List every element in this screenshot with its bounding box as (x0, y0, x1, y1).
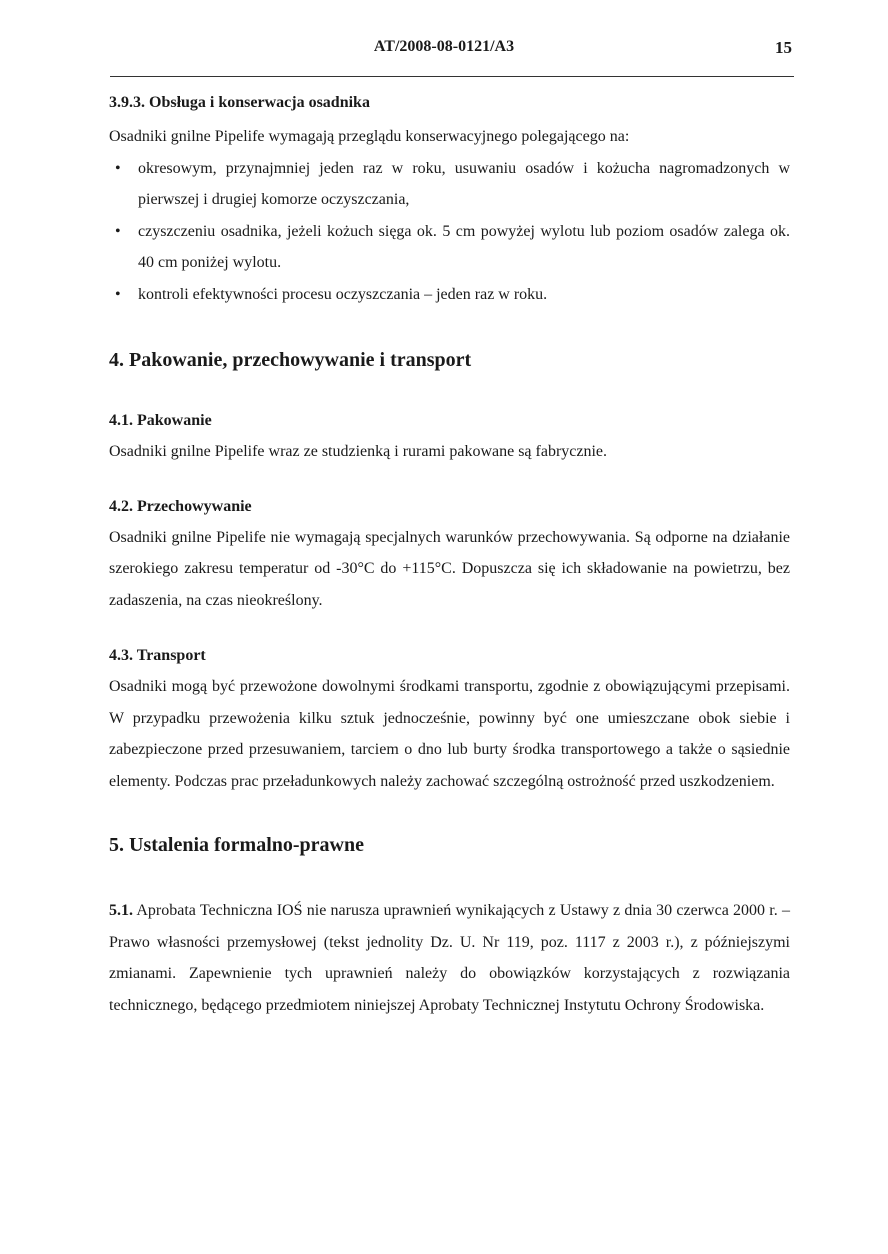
clause-number: 5.1. (109, 902, 133, 919)
heading-4-3: 4.3. Transport (109, 647, 206, 664)
bullet-icon: • (115, 159, 121, 177)
list-item-text: kontroli efektywności procesu oczyszczania – jeden raz w roku. (138, 285, 548, 303)
heading-4-1: 4.1. Pakowanie (109, 412, 212, 429)
heading-4-2: 4.2. Przechowywanie (109, 497, 252, 515)
bullet-icon: • (115, 285, 121, 303)
list-item-text: czyszczeniu osadnika, jeżeli kożuch sięga ok. 5 cm powyżej wylotu lub poziom osadów zalega ok. 40 cm poniżej wylotu. (138, 222, 790, 271)
heading-3-9-3: 3.9.3. Obsługa i konserwacja osadnika (109, 94, 370, 111)
list-item (109, 153, 790, 216)
bullet-icon: • (115, 222, 121, 240)
list-item-text: okresowym, przynajmniej jeden raz w roku, usuwaniu osadów i kożucha nagromadzonych w pierwszej i drugiej komorze oczyszczania, (138, 159, 790, 208)
paragraph-4-2: Osadniki gnilne Pipelife nie wymagają specjalnych warunków przechowywania. Są odporne na działanie szerokiego zakresu temperatur od -30°C do +115°C. Dopuszcza się ich składowanie na powietrzu, bez zadaszenia, na czas nieokreślony. (109, 528, 790, 609)
list-item (109, 216, 790, 279)
clause-text: Aprobata Techniczna IOŚ nie narusza uprawnień wynikających z Ustawy z dnia 30 czerwca 2000 r. – Prawo własności przemysłowej (tekst jednolity Dz. U. Nr 119, poz. 1117 z 2003 r.), z późniejszymi zmianami. Zapewnienie tych uprawnień należy do obowiązków korzystających z rozwiązania technicznego, będącego przedmiotem niniejszej Aprobaty Technicznej Instytutu Ochrony Środowiska. (109, 902, 791, 1014)
page-number: 15 (775, 38, 792, 57)
header-divider (110, 76, 794, 77)
list-item (109, 279, 790, 311)
page-header (0, 38, 888, 62)
heading-5: 5. Ustalenia formalno-prawne (109, 834, 364, 856)
paragraph-4-1: Osadniki gnilne Pipelife wraz ze studzienką i rurami pakowane są fabrycznie. (109, 443, 608, 460)
paragraph-5-1 (109, 895, 790, 1021)
document-code: AT/2008-08-0121/A3 (373, 38, 515, 55)
paragraph-4-3: Osadniki mogą być przewożone dowolnymi środkami transportu, zgodnie z obowiązującymi przepisami. W przypadku przewożenia kilku sztuk jednocześnie, powinny być one umieszczane obok siebie i zabezpieczone przed przesuwaniem, tarciem o dno lub burty środka transportowego a także o sąsiednie elementy. Podczas prac przeładunkowych należy zachować szczególną ostrożność przed uszkodzeniem. (109, 678, 790, 790)
page-content (109, 91, 790, 1021)
paragraph-3-9-3-intro: Osadniki gnilne Pipelife wymagają przeglądu konserwacyjnego polegającego na: (109, 128, 630, 145)
maintenance-list (109, 153, 790, 311)
heading-4: 4. Pakowanie, przechowywanie i transport (109, 349, 472, 371)
